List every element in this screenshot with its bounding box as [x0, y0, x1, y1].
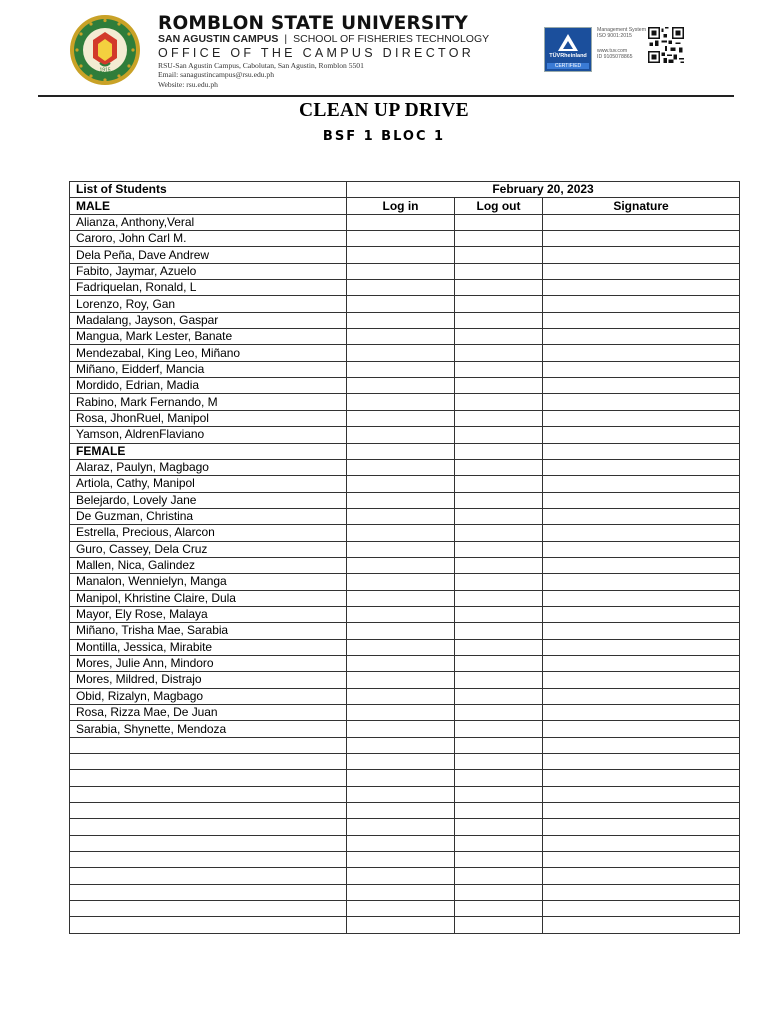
- table-row: [70, 296, 740, 312]
- blank-name-cell: [70, 901, 347, 917]
- logout-cell: [455, 770, 543, 786]
- document-subtitle: BSF 1 BLOC 1: [322, 129, 446, 144]
- student-name: Yamson, AldrenFlaviano: [70, 427, 347, 443]
- signature-cell: [543, 214, 740, 230]
- logout-cell: [455, 231, 543, 247]
- cert-id: ID 9105078865: [597, 54, 633, 61]
- signature-cell: [543, 705, 740, 721]
- login-cell: [347, 770, 455, 786]
- table-row: [70, 459, 740, 475]
- logout-cell: [455, 754, 543, 770]
- signature-cell: [543, 852, 740, 868]
- signature-cell: [543, 263, 740, 279]
- logout-cell: [455, 476, 543, 492]
- school-name: SCHOOL OF FISHERIES TECHNOLOGY: [293, 33, 490, 45]
- login-cell: [347, 345, 455, 361]
- signature-cell: [543, 361, 740, 377]
- table-row: [70, 655, 740, 671]
- blank-name-cell: [70, 852, 347, 868]
- campus-separator: |: [284, 33, 288, 45]
- signature-cell: [543, 754, 740, 770]
- student-name: Madalang, Jayson, Gaspar: [70, 312, 347, 328]
- campus-name: SAN AGUSTIN CAMPUS: [158, 33, 279, 45]
- university-name: ROMBLON STATE UNIVERSITY: [158, 13, 468, 34]
- student-name: Manalon, Wennielyn, Manga: [70, 574, 347, 590]
- login-cell: [347, 280, 455, 296]
- logout-cell: [455, 655, 543, 671]
- logout-cell: [455, 492, 543, 508]
- signature-cell: [543, 819, 740, 835]
- login-cell: [347, 476, 455, 492]
- logout-cell: [455, 345, 543, 361]
- student-name: Caroro, John Carl M.: [70, 231, 347, 247]
- logout-cell: [455, 508, 543, 524]
- signature-cell: [543, 296, 740, 312]
- logout-cell: [455, 868, 543, 884]
- student-name: Mangua, Mark Lester, Banate: [70, 329, 347, 345]
- table-row: [70, 231, 740, 247]
- table-row: [70, 394, 740, 410]
- logout-cell: [455, 443, 543, 459]
- login-cell: [347, 427, 455, 443]
- logout-cell: [455, 541, 543, 557]
- female-section-row: [70, 443, 740, 459]
- login-cell: [347, 705, 455, 721]
- logout-cell: [455, 901, 543, 917]
- blank-row: [70, 852, 740, 868]
- logout-cell: [455, 639, 543, 655]
- logout-cell: [455, 361, 543, 377]
- signature-cell: [543, 394, 740, 410]
- logout-cell: [455, 214, 543, 230]
- student-name: Belejardo, Lovely Jane: [70, 492, 347, 508]
- signature-cell: [543, 901, 740, 917]
- student-name: Miñano, Trisha Mae, Sarabia: [70, 623, 347, 639]
- logout-cell: [455, 280, 543, 296]
- cert-site: www.tuv.com: [597, 47, 628, 54]
- student-name: Sarabia, Shynette, Mendoza: [70, 721, 347, 737]
- login-cell: [347, 247, 455, 263]
- campus-line: [158, 33, 538, 46]
- login-cell: [347, 623, 455, 639]
- login-cell: [347, 263, 455, 279]
- table-row: [70, 623, 740, 639]
- certification-details: [597, 27, 649, 61]
- signature-cell: [543, 247, 740, 263]
- signature-cell: [543, 868, 740, 884]
- letterhead-text: [158, 14, 538, 89]
- student-name: Obid, Rizalyn, Magbago: [70, 688, 347, 704]
- table-row: [70, 525, 740, 541]
- list-of-students-header: List of Students: [70, 182, 347, 198]
- signature-cell: [543, 508, 740, 524]
- table-row: [70, 214, 740, 230]
- address-line: RSU-San Agustin Campus, Cabolutan, San Agustin, Romblon 5501: [158, 61, 364, 70]
- signature-header: Signature: [543, 198, 740, 214]
- website-line: Website: rsu.edu.ph: [158, 79, 218, 89]
- table-row: [70, 672, 740, 688]
- signature-cell: [543, 917, 740, 933]
- login-cell: [347, 361, 455, 377]
- table-row: [70, 361, 740, 377]
- blank-row: [70, 819, 740, 835]
- signature-cell: [543, 803, 740, 819]
- table-row: [70, 427, 740, 443]
- email-line: Email: sanagustincampus@rsu.edu.ph: [158, 70, 275, 80]
- student-name: Mordido, Edrian, Madia: [70, 378, 347, 394]
- logout-cell: [455, 803, 543, 819]
- signature-cell: [543, 655, 740, 671]
- student-name: Guro, Cassey, Dela Cruz: [70, 541, 347, 557]
- login-cell: [347, 231, 455, 247]
- login-cell: [347, 754, 455, 770]
- student-name: Alaraz, Paulyn, Magbago: [70, 459, 347, 475]
- login-cell: [347, 917, 455, 933]
- signature-cell: [543, 329, 740, 345]
- login-cell: [347, 296, 455, 312]
- blank-row: [70, 868, 740, 884]
- student-name: Estrella, Precious, Alarcon: [70, 525, 347, 541]
- blank-name-cell: [70, 803, 347, 819]
- signature-cell: [543, 884, 740, 900]
- signature-cell: [543, 721, 740, 737]
- table-row: [70, 312, 740, 328]
- login-cell: [347, 394, 455, 410]
- login-cell: [347, 312, 455, 328]
- signature-cell: [543, 606, 740, 622]
- blank-name-cell: [70, 819, 347, 835]
- login-cell: [347, 329, 455, 345]
- login-cell: [347, 688, 455, 704]
- blank-row: [70, 917, 740, 933]
- blank-row: [70, 901, 740, 917]
- table-row: [70, 557, 740, 573]
- table-row: [70, 247, 740, 263]
- table-row: [70, 263, 740, 279]
- blank-name-cell: [70, 754, 347, 770]
- student-name: Rosa, Rizza Mae, De Juan: [70, 705, 347, 721]
- blank-row: [70, 754, 740, 770]
- signature-cell: [543, 312, 740, 328]
- student-name: Fadriquelan, Ronald, L: [70, 280, 347, 296]
- logout-cell: [455, 721, 543, 737]
- signature-cell: [543, 557, 740, 573]
- signature-cell: [543, 541, 740, 557]
- student-name: Mayor, Ely Rose, Malaya: [70, 606, 347, 622]
- login-cell: [347, 672, 455, 688]
- login-cell: [347, 492, 455, 508]
- login-cell: [347, 852, 455, 868]
- signature-cell: [543, 410, 740, 426]
- logout-cell: [455, 688, 543, 704]
- signature-cell: [543, 427, 740, 443]
- blank-row: [70, 835, 740, 851]
- blank-row: [70, 737, 740, 753]
- student-name: Fabito, Jaymar, Azuelo: [70, 263, 347, 279]
- student-name: Manipol, Khristine Claire, Dula: [70, 590, 347, 606]
- signature-cell: [543, 786, 740, 802]
- table-row: [70, 476, 740, 492]
- logout-cell: [455, 623, 543, 639]
- blank-name-cell: [70, 770, 347, 786]
- male-section-row: [70, 198, 740, 214]
- logout-cell: [455, 590, 543, 606]
- blank-row: [70, 803, 740, 819]
- logout-cell: [455, 835, 543, 851]
- student-name: Mores, Mildred, Distrajo: [70, 672, 347, 688]
- signature-cell: [543, 492, 740, 508]
- student-name: Rabino, Mark Fernando, M: [70, 394, 347, 410]
- login-cell: [347, 786, 455, 802]
- seal-year: 1915: [99, 67, 111, 74]
- table-row: [70, 345, 740, 361]
- logout-cell: [455, 917, 543, 933]
- university-seal-logo: [67, 14, 143, 86]
- login-cell: [347, 541, 455, 557]
- blank-name-cell: [70, 868, 347, 884]
- logout-cell: [455, 410, 543, 426]
- login-cell: [347, 721, 455, 737]
- letterhead-divider: [38, 95, 734, 97]
- login-cell: [347, 639, 455, 655]
- login-cell: [347, 868, 455, 884]
- blank-name-cell: [70, 917, 347, 933]
- logout-cell: [455, 427, 543, 443]
- student-name: Mores, Julie Ann, Mindoro: [70, 655, 347, 671]
- tuv-badge-status: CERTIFIED: [547, 63, 589, 69]
- blank-name-cell: [70, 884, 347, 900]
- student-name: Alianza, Anthony,Veral: [70, 214, 347, 230]
- logout-cell: [455, 574, 543, 590]
- login-cell: [347, 606, 455, 622]
- log-out-header: Log out: [455, 198, 543, 214]
- blank-name-cell: [70, 737, 347, 753]
- student-name: Montilla, Jessica, Mirabite: [70, 639, 347, 655]
- logout-cell: [455, 378, 543, 394]
- table-row: [70, 378, 740, 394]
- signature-cell: [543, 672, 740, 688]
- login-cell: [347, 884, 455, 900]
- login-cell: [347, 803, 455, 819]
- blank-row: [70, 884, 740, 900]
- table-row: [70, 606, 740, 622]
- student-name: Miñano, Eidderf, Mancia: [70, 361, 347, 377]
- logout-cell: [455, 852, 543, 868]
- signature-cell: [543, 280, 740, 296]
- login-cell: [347, 590, 455, 606]
- login-cell: [347, 819, 455, 835]
- signature-cell: [543, 737, 740, 753]
- table-row: [70, 541, 740, 557]
- signature-cell: [543, 476, 740, 492]
- login-cell: [347, 508, 455, 524]
- table-row: [70, 705, 740, 721]
- login-cell: [347, 574, 455, 590]
- signature-cell: [543, 688, 740, 704]
- login-cell: [347, 459, 455, 475]
- blank-name-cell: [70, 835, 347, 851]
- login-cell: [347, 901, 455, 917]
- signature-cell: [543, 770, 740, 786]
- login-cell: [347, 525, 455, 541]
- signature-cell: [543, 231, 740, 247]
- student-name: Mallen, Nica, Galindez: [70, 557, 347, 573]
- document-title: CLEAN UP DRIVE: [299, 100, 469, 121]
- table-row: [70, 639, 740, 655]
- signature-cell: [543, 459, 740, 475]
- qr-code-icon: [648, 27, 684, 63]
- student-name: Dela Peña, Dave Andrew: [70, 247, 347, 263]
- logout-cell: [455, 247, 543, 263]
- logout-cell: [455, 296, 543, 312]
- logout-cell: [455, 672, 543, 688]
- cert-system: Management System: [597, 27, 647, 33]
- table-header-row: [70, 182, 740, 198]
- table-row: [70, 410, 740, 426]
- student-name: De Guzman, Christina: [70, 508, 347, 524]
- logout-cell: [455, 459, 543, 475]
- logout-cell: [455, 312, 543, 328]
- cert-standard: ISO 9001:2015: [597, 33, 632, 40]
- student-name: Mendezabal, King Leo, Miñano: [70, 345, 347, 361]
- logout-cell: [455, 263, 543, 279]
- logout-cell: [455, 786, 543, 802]
- signature-cell: [543, 590, 740, 606]
- table-row: [70, 508, 740, 524]
- signature-cell: [543, 623, 740, 639]
- office-name: OFFICE OF THE CAMPUS DIRECTOR: [158, 46, 475, 60]
- logout-cell: [455, 525, 543, 541]
- signature-cell: [543, 345, 740, 361]
- logout-cell: [455, 737, 543, 753]
- table-row: [70, 329, 740, 345]
- attendance-table: [69, 181, 740, 934]
- logout-cell: [455, 329, 543, 345]
- signature-cell: [543, 443, 740, 459]
- male-section-label: MALE: [70, 198, 347, 214]
- signature-cell: [543, 639, 740, 655]
- logout-cell: [455, 394, 543, 410]
- tuv-certified-badge: [544, 27, 592, 72]
- log-in-header: Log in: [347, 198, 455, 214]
- blank-row: [70, 786, 740, 802]
- signature-cell: [543, 525, 740, 541]
- login-cell: [347, 557, 455, 573]
- signature-cell: [543, 574, 740, 590]
- table-row: [70, 721, 740, 737]
- login-cell: [347, 410, 455, 426]
- table-row: [70, 688, 740, 704]
- student-name: Artiola, Cathy, Manipol: [70, 476, 347, 492]
- logout-cell: [455, 705, 543, 721]
- login-cell: [347, 835, 455, 851]
- tuv-badge-name: TÜVRheinland: [549, 53, 587, 59]
- student-name: Rosa, JhonRuel, Manipol: [70, 410, 347, 426]
- table-row: [70, 492, 740, 508]
- table-row: [70, 590, 740, 606]
- signature-cell: [543, 835, 740, 851]
- table-row: [70, 574, 740, 590]
- student-name: Lorenzo, Roy, Gan: [70, 296, 347, 312]
- blank-row: [70, 770, 740, 786]
- login-cell: [347, 378, 455, 394]
- female-section-label: FEMALE: [70, 443, 347, 459]
- logout-cell: [455, 557, 543, 573]
- login-cell: [347, 655, 455, 671]
- login-cell: [347, 443, 455, 459]
- blank-name-cell: [70, 786, 347, 802]
- login-cell: [347, 737, 455, 753]
- signature-cell: [543, 378, 740, 394]
- login-cell: [347, 214, 455, 230]
- logout-cell: [455, 819, 543, 835]
- table-row: [70, 280, 740, 296]
- date-header: February 20, 2023: [347, 182, 740, 198]
- logout-cell: [455, 884, 543, 900]
- logout-cell: [455, 606, 543, 622]
